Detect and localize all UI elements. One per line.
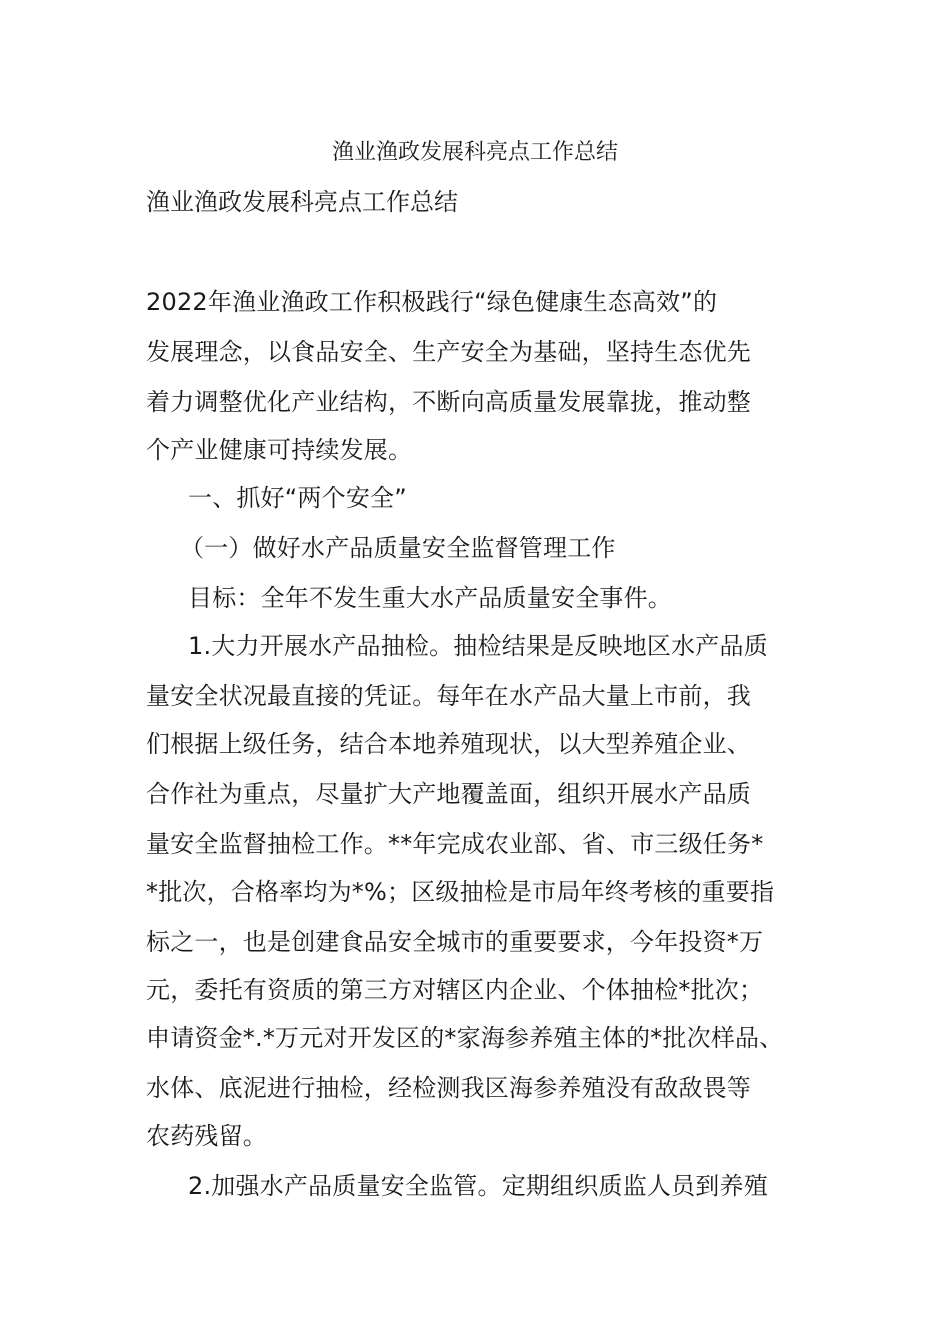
- paragraph-line: 水体、底泥进行抽检，经检测我区海参养殖没有敌敌畏等: [146, 1074, 751, 1102]
- paragraph-line: 们根据上级任务，结合本地养殖现状，以大型养殖企业、: [146, 730, 751, 758]
- paragraph-line: *批次，合格率均为*%；区级抽检是市局年终考核的重要指: [146, 878, 775, 906]
- paragraph-line: 个产业健康可持续发展。: [146, 436, 413, 464]
- paragraph-line: 元，委托有资质的第三方对辖区内企业、个体抽检*批次；: [146, 976, 764, 1004]
- paragraph-line: 申请资金*.*万元对开发区的*家海参养殖主体的*批次样品、: [146, 1024, 784, 1052]
- paragraph-line: 发展理念，以食品安全、生产安全为基础，坚持生态优先: [146, 338, 751, 366]
- paragraph-line: 农药残留。: [146, 1122, 267, 1150]
- paragraph-line: 着力调整优化产业结构，不断向高质量发展靠拢，推动整: [146, 388, 751, 416]
- paragraph-line: 标之一，也是创建食品安全城市的重要要求，今年投资*万: [146, 928, 764, 956]
- paragraph-line: 量安全状况最直接的凭证。每年在水产品大量上市前，我: [146, 682, 751, 710]
- subsection-heading: （一）做好水产品质量安全监督管理工作: [180, 534, 616, 562]
- paragraph-line: 量安全监督抽检工作。**年完成农业部、省、市三级任务*: [146, 830, 764, 858]
- document-subtitle: 渔业渔政发展科亮点工作总结: [146, 188, 458, 216]
- paragraph-line: 1.大力开展水产品抽检。抽检结果是反映地区水产品质: [188, 632, 768, 660]
- goal-line: 目标：全年不发生重大水产品质量安全事件。: [188, 584, 672, 612]
- section-heading: 一、抓好“两个安全”: [188, 484, 407, 512]
- paragraph-line: 2022年渔业渔政工作积极践行“绿色健康生态高效”的: [146, 288, 718, 316]
- paragraph-line: 合作社为重点，尽量扩大产地覆盖面，组织开展水产品质: [146, 780, 751, 808]
- paragraph-line: 2.加强水产品质量安全监管。定期组织质监人员到养殖: [188, 1172, 768, 1200]
- document-title: 渔业渔政发展科亮点工作总结: [331, 140, 618, 165]
